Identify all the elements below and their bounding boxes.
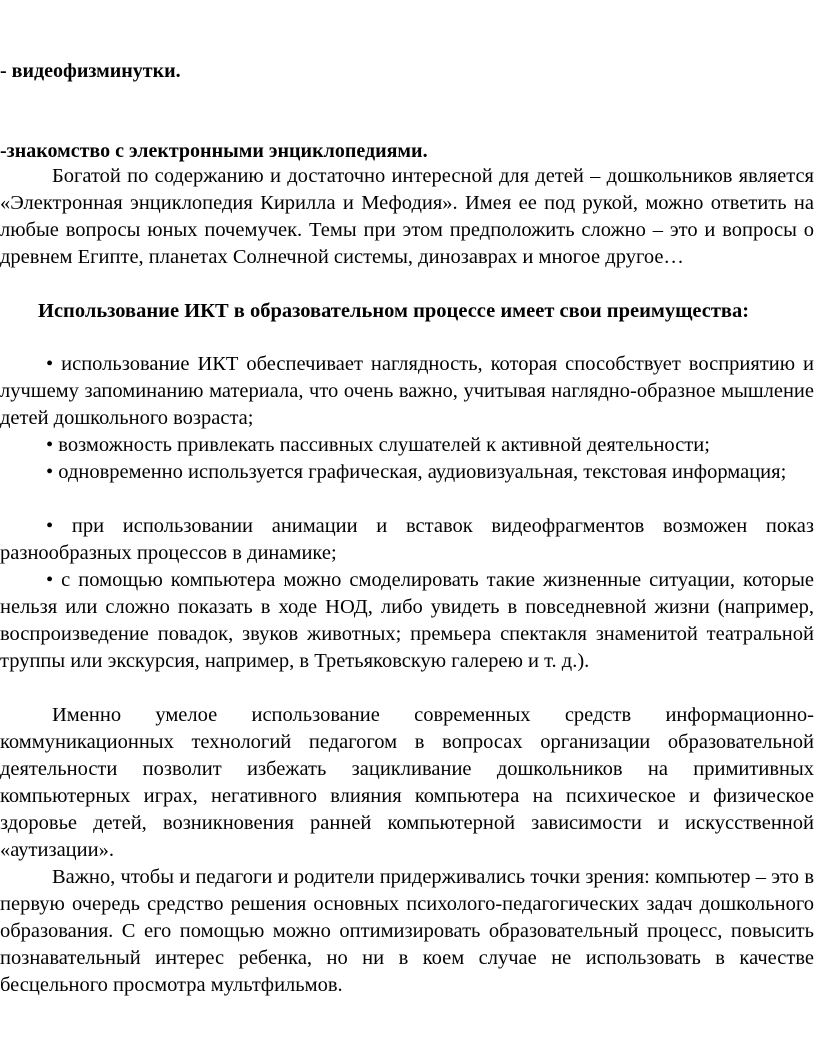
paragraph-conclusion: Важно, чтобы и педагоги и родители придерживались точки зрения: компьютер – это в первую очередь средство решения основных психолого-педагогических задач дошкольного образования. С его помощью можно оптимизировать образовательный процесс, повысить познавательный интерес ребенка, но ни в коем случае не использовать в качестве бесцельного просмотра мультфильмов. — [0, 866, 814, 996]
ikt-advantages-heading: Использование ИКТ в образовательном процессе имеет свои преимущества: — [38, 300, 750, 322]
heading-video-exercise: - видеофизминутки. — [0, 60, 181, 82]
paragraph-encyclopedia: Богатой по содержанию и достаточно интересной для детей – дошкольников является «Электронная энциклопедия Кирилла и Мефодия». Имея ее под рукой, можно ответить на любые вопросы юных почемучек. Темы при этом предположить сложно – это и вопросы о древнем Египте, планетах Солнечной системы, динозаврах и многое другое… — [0, 165, 814, 268]
heading-encyclopedias: -знакомство с электронными энциклопедиями. — [0, 140, 428, 162]
bullet-item-simulation: • с помощью компьютера можно смоделировать такие жизненные ситуации, которые нельзя или сложно показать в ходе НОД, либо увидеть в повседневной жизни (например, воспроизведение повадок, звуков животных; премьера спектакля знаменитой театральной труппы или экскурсия, например, в Третьяковскую галерею и т. д.). — [0, 569, 814, 672]
bullet-item-passive-listeners: • возможность привлекать пассивных слушателей к активной деятельности; — [46, 434, 710, 456]
bullet-item-animation: • при использовании анимации и вставок видеофрагментов возможен показ разнообразных процессов в динамике; — [0, 515, 814, 564]
bullet-item-visibility: • использование ИКТ обеспечивает наглядность, которая способствует восприятию и лучшему запоминанию материала, что очень важно, учитывая наглядно-образное мышление детей дошкольного возраста; — [0, 353, 814, 429]
paragraph-skilled-use: Именно умелое использование современных средств информационно-коммуникационных технологий педагогом в вопросах организации образовательной деятельности позволит избежать зацикливание дошкольников на примитивных компьютерных играх, негативного влияния компьютера на психическое и физическое здоровье детей, возникновения ранней компьютерной зависимости и искусственной «аутизации». — [0, 704, 814, 861]
bullet-item-multimedia: • одновременно используется графическая, аудиовизуальная, текстовая информация; — [46, 461, 787, 483]
